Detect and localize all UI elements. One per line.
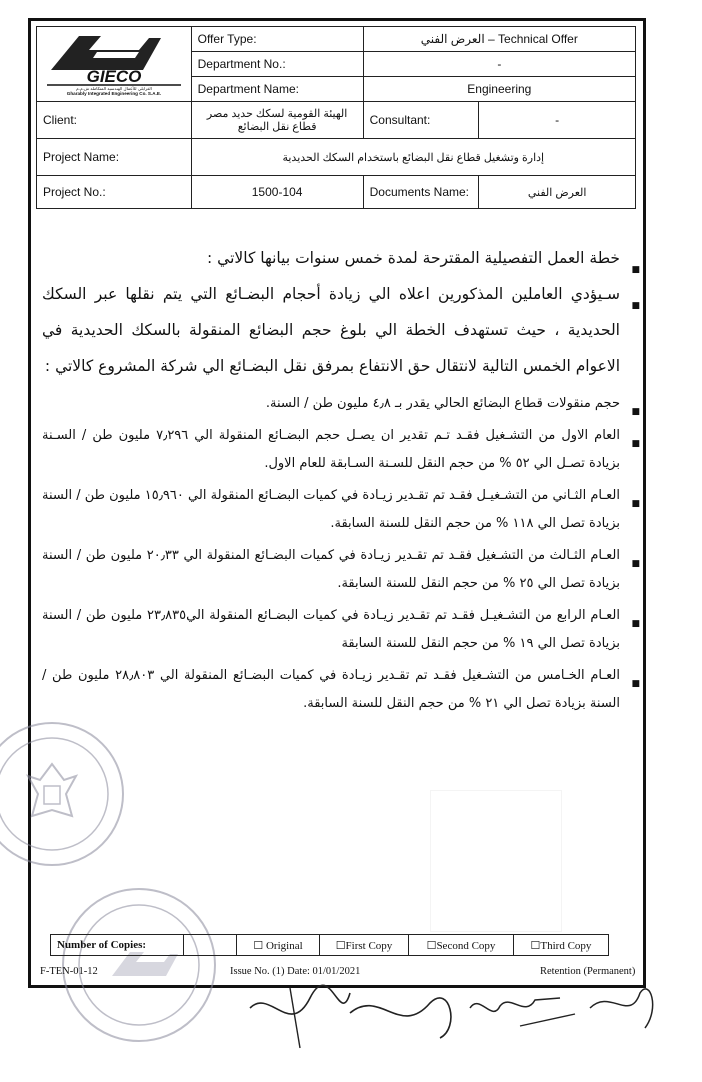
- year-1-text: العام الاول من التشـغيل فقـد تـم تقدير ان يصـل حجم البضـائع المنقولة الي ٧٫٢٩٦ مليون طن / السـنة بزيادة تصـل الي ٥٢ % من حجم النقل للسـنة السـابقة للعام الاول.: [42, 428, 620, 471]
- department-no-label: Department No.:: [191, 52, 363, 77]
- logo-english-name: Gharably Integrated Engineering Co. S.A.E.: [66, 90, 162, 96]
- original-checkbox[interactable]: ☐ Original: [237, 935, 320, 956]
- department-name-value: Engineering: [363, 77, 635, 102]
- client-label: Client:: [37, 102, 192, 139]
- current-volume-text: حجم منقولات قطاع البضائع الحالي يقدر بـ ٤٫٨ مليون طن / السنة.: [265, 396, 620, 411]
- project-no-value: 1500-104: [191, 176, 363, 209]
- logo-text: GIECO: [86, 66, 142, 86]
- year-4-text: العـام الرابع من التشـغيـل فقـد تم تقـدير زيـادة في كميات البضـائع المنقولة الي٢٣٫٨٣٥ مليون طن / السنة بزيادة تصل الي ١٩ % من حجم النقل للسنة السابقة: [42, 608, 620, 651]
- bullet-icon: ■: [631, 619, 640, 629]
- issue-info: Issue No. (1) Date: 01/01/2021: [230, 966, 361, 977]
- eagle-emblem-icon: [0, 724, 122, 864]
- second-copy-checkbox[interactable]: ☐Second Copy: [409, 935, 514, 956]
- intro-paragraph-2: سـيؤدي العاملين المذكورين اعلاه الي زيادة أحجام البضـائع التي يتم نقلها عبر السكك الحديدية ، حيث تستهدف الخطة الي بلوغ حجم البضائع المنقولة بالسكك الحديدية في الاعوام الخمس التالية لانتقال حق الانتفاع بمرفق نقل البضـائع الي شركة المشروع كالاتي :: [42, 285, 620, 375]
- logo-arabic-name: الغرابلي للأعمال الهندسية المتكاملة ش.م.م: [75, 85, 152, 91]
- list-item: [42, 662, 642, 718]
- first-copy-checkbox[interactable]: ☐First Copy: [320, 935, 409, 956]
- list-item: [42, 422, 642, 478]
- faded-watermark-stamp: [430, 790, 562, 932]
- bullet-icon: ■: [631, 559, 640, 569]
- bullet-icon: ■: [631, 301, 640, 311]
- list-item: [42, 276, 642, 384]
- client-value: [191, 102, 363, 139]
- copies-label: Number of Copies:: [51, 935, 184, 956]
- offer-type-value: العرض الفني – Technical Offer: [363, 27, 635, 52]
- copies-table: [50, 934, 609, 956]
- year-3-text: العـام الثـالث من التشـغيل فقـد تم تقـدير زيـادة في كميات البضـائع المنقولة الي ٢٠٫٣٣ مليون طن / السنة بزيادة تصل الي ٢٥ % من حجم النقل للسنة السابقة.: [42, 548, 620, 591]
- copies-count-cell: [184, 935, 237, 956]
- intro-paragraph-1: خطة العمل التفصيلية المقترحة لمدة خمس سنوات بيانها كالاتي :: [207, 249, 620, 267]
- project-no-label: Project No.:: [37, 176, 192, 209]
- list-item: [42, 542, 642, 598]
- offer-type-label: Offer Type:: [191, 27, 363, 52]
- consultant-label: Consultant:: [363, 102, 479, 139]
- department-name-label: Department Name:: [191, 77, 363, 102]
- bullet-icon: ■: [631, 407, 640, 417]
- document-body: [42, 240, 642, 722]
- company-seal-stamp: [62, 888, 216, 1042]
- bullet-icon: ■: [631, 499, 640, 509]
- year-5-text: العـام الخـامس من التشـغيل فقـد تم تقـدير زيـادة في كميات البضـائع المنقولة الي ٢٨٫٨٠٣ مليون طن / السنة بزيادة تصل الي ٢١ % من حجم النقل للسنة السابقة.: [42, 668, 620, 711]
- company-seal-icon: [64, 890, 214, 1040]
- bullet-icon: ■: [631, 439, 640, 449]
- bullet-icon: ■: [631, 265, 640, 275]
- documents-name-value: العرض الفني: [479, 176, 636, 209]
- client-value-line1: الهيئة القومية لسكك حديد مصر: [206, 108, 348, 120]
- year-2-text: العـام الثـاني من التشـغيـل فقـد تم تقـدير زيـادة في كميات البضـائع المنقولة الي ١٥٫٩٦٠ مليون طن / السنة بزيادة تصل الي ١١٨ % من حجم النقل للسنة السابقة.: [42, 488, 620, 531]
- department-no-value: -: [363, 52, 635, 77]
- gieco-logo-icon: [39, 30, 189, 96]
- third-copy-checkbox[interactable]: ☐Third Copy: [514, 935, 609, 956]
- list-item: [42, 602, 642, 658]
- list-item: [42, 390, 642, 418]
- project-name-label: Project Name:: [37, 139, 192, 176]
- header-table: [36, 26, 636, 209]
- bullet-icon: ■: [631, 679, 640, 689]
- documents-name-label: Documents Name:: [363, 176, 479, 209]
- list-item: [42, 240, 642, 276]
- retention-info: Retention (Permanent): [540, 966, 636, 977]
- company-logo: [37, 27, 192, 102]
- project-name-value: إدارة وتشغيل قطاع نقل البضائع باستخدام السكك الحديدية: [191, 139, 635, 176]
- consultant-value: -: [479, 102, 636, 139]
- form-code: F-TEN-01-12: [40, 966, 98, 977]
- client-value-line2: قطاع نقل البضائع: [237, 121, 317, 133]
- list-item: [42, 482, 642, 538]
- government-seal-stamp: [0, 722, 124, 866]
- signatures-icon: [230, 968, 670, 1058]
